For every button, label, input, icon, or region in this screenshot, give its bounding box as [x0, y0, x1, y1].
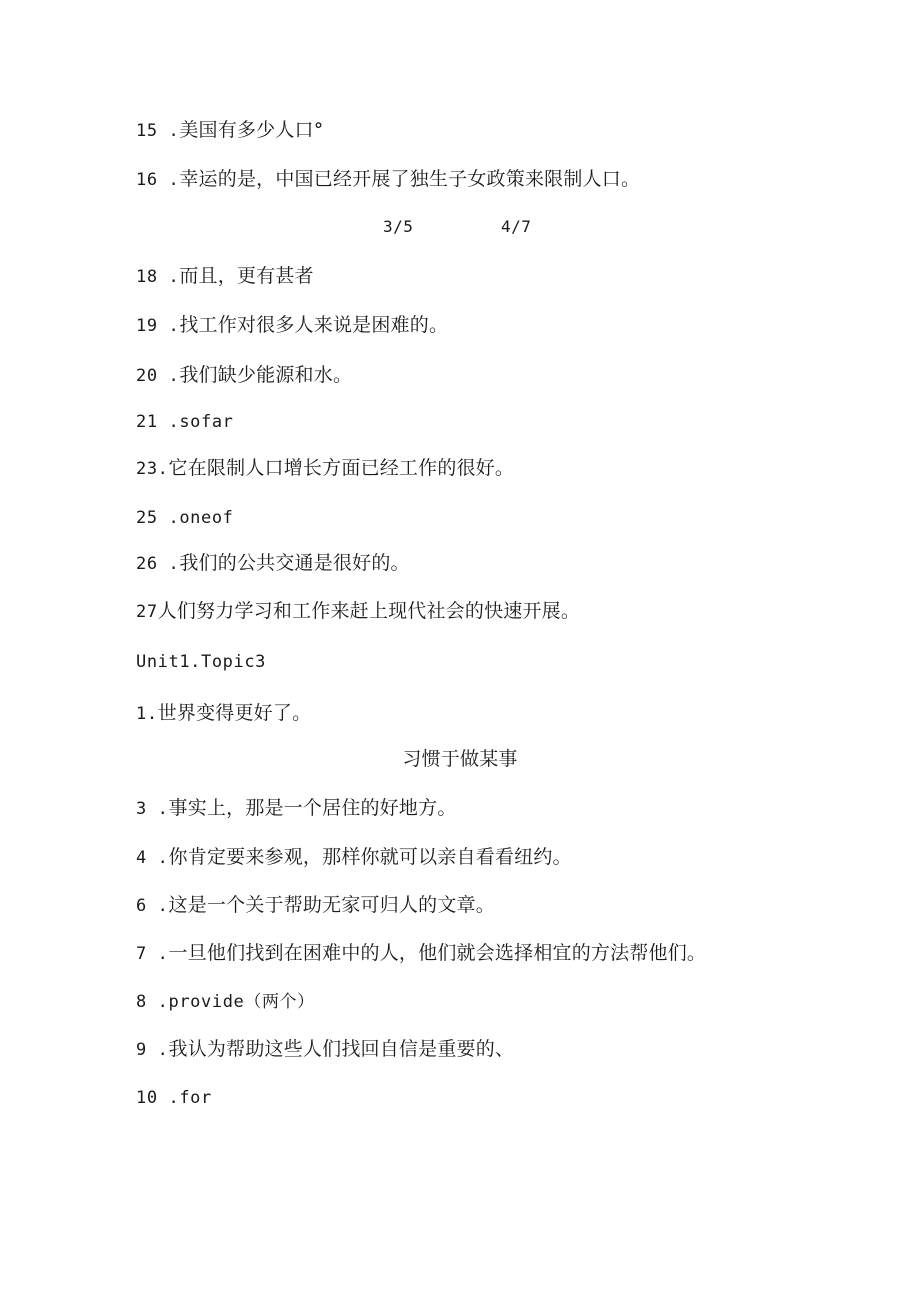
line-23 [136, 455, 514, 482]
line-6 [136, 892, 495, 919]
line-text: 事实上，那是一个居住的好地方。 [168, 797, 457, 819]
line-number: 7 . [136, 944, 169, 964]
line-number: 1. [136, 704, 158, 724]
line-19 [136, 312, 448, 339]
line-7 [136, 940, 706, 967]
line-number: 19 . [136, 316, 180, 336]
line-10 [136, 1084, 212, 1111]
line-number: 9 . [136, 1040, 169, 1060]
line-number: 20 . [136, 366, 180, 386]
line-text: 我认为帮助这些人们找回自信是重要的、 [168, 1038, 515, 1060]
unit-topic-label: Unit1.Topic3 [136, 652, 267, 672]
line-number: 27 [136, 602, 158, 622]
line-16 [136, 166, 640, 193]
line-number: 6 . [136, 896, 169, 916]
line-text: 而且，更有甚者 [179, 265, 314, 287]
line-text: 我们缺少能源和水。 [179, 364, 353, 386]
line-text: for [179, 1088, 212, 1108]
line-text: 人们努力学习和工作来赶上现代社会的快速开展。 [157, 600, 581, 622]
centered-heading: 习惯于做某事 [402, 748, 518, 770]
line-number: 10 . [136, 1088, 180, 1108]
line-number: 16 . [136, 170, 180, 190]
line-text: 你肯定要来参观，那样你就可以亲自看看纽约。 [168, 846, 572, 868]
line-number: 3 . [136, 799, 169, 819]
line-text: 一旦他们找到在困难中的人，他们就会选择相宜的方法帮他们。 [168, 942, 707, 964]
line-number: 25 . [136, 508, 180, 528]
line-number: 18 . [136, 267, 180, 287]
line-number: 15 . [136, 121, 180, 141]
line-number: 23. [136, 459, 169, 479]
line-4 [136, 844, 572, 871]
line-26 [136, 550, 410, 577]
line-15 [136, 117, 323, 144]
line-text: 它在限制人口增长方面已经工作的很好。 [168, 457, 515, 479]
fraction-left: 3/5 [383, 217, 414, 236]
line-text: 美国有多少人口° [179, 119, 324, 141]
section-heading [136, 648, 266, 675]
line-text: provide（两个） [168, 992, 315, 1012]
line-number: 4 . [136, 848, 169, 868]
line-20 [136, 362, 352, 389]
line-1 [136, 700, 311, 727]
line-number: 8 . [136, 992, 169, 1012]
line-text: 找工作对很多人来说是困难的。 [179, 314, 449, 336]
line-text: 幸运的是，中国已经开展了独生子女政策来限制人口。 [179, 168, 641, 190]
line-number: 21 . [136, 412, 180, 432]
line-text: 我们的公共交通是很好的。 [179, 552, 410, 574]
line-text: 世界变得更好了。 [157, 702, 312, 724]
line-text: oneof [179, 508, 234, 528]
line-21 [136, 408, 234, 435]
line-8 [136, 988, 315, 1015]
line-27 [136, 598, 580, 625]
line-18 [136, 263, 314, 290]
fraction-right: 4/7 [501, 217, 532, 236]
line-text: 这是一个关于帮助无家可归人的文章。 [168, 894, 495, 916]
line-text: sofar [179, 412, 234, 432]
line-3 [136, 795, 457, 822]
line-number: 26 . [136, 554, 180, 574]
line-25 [136, 504, 234, 531]
line-9 [136, 1036, 514, 1063]
